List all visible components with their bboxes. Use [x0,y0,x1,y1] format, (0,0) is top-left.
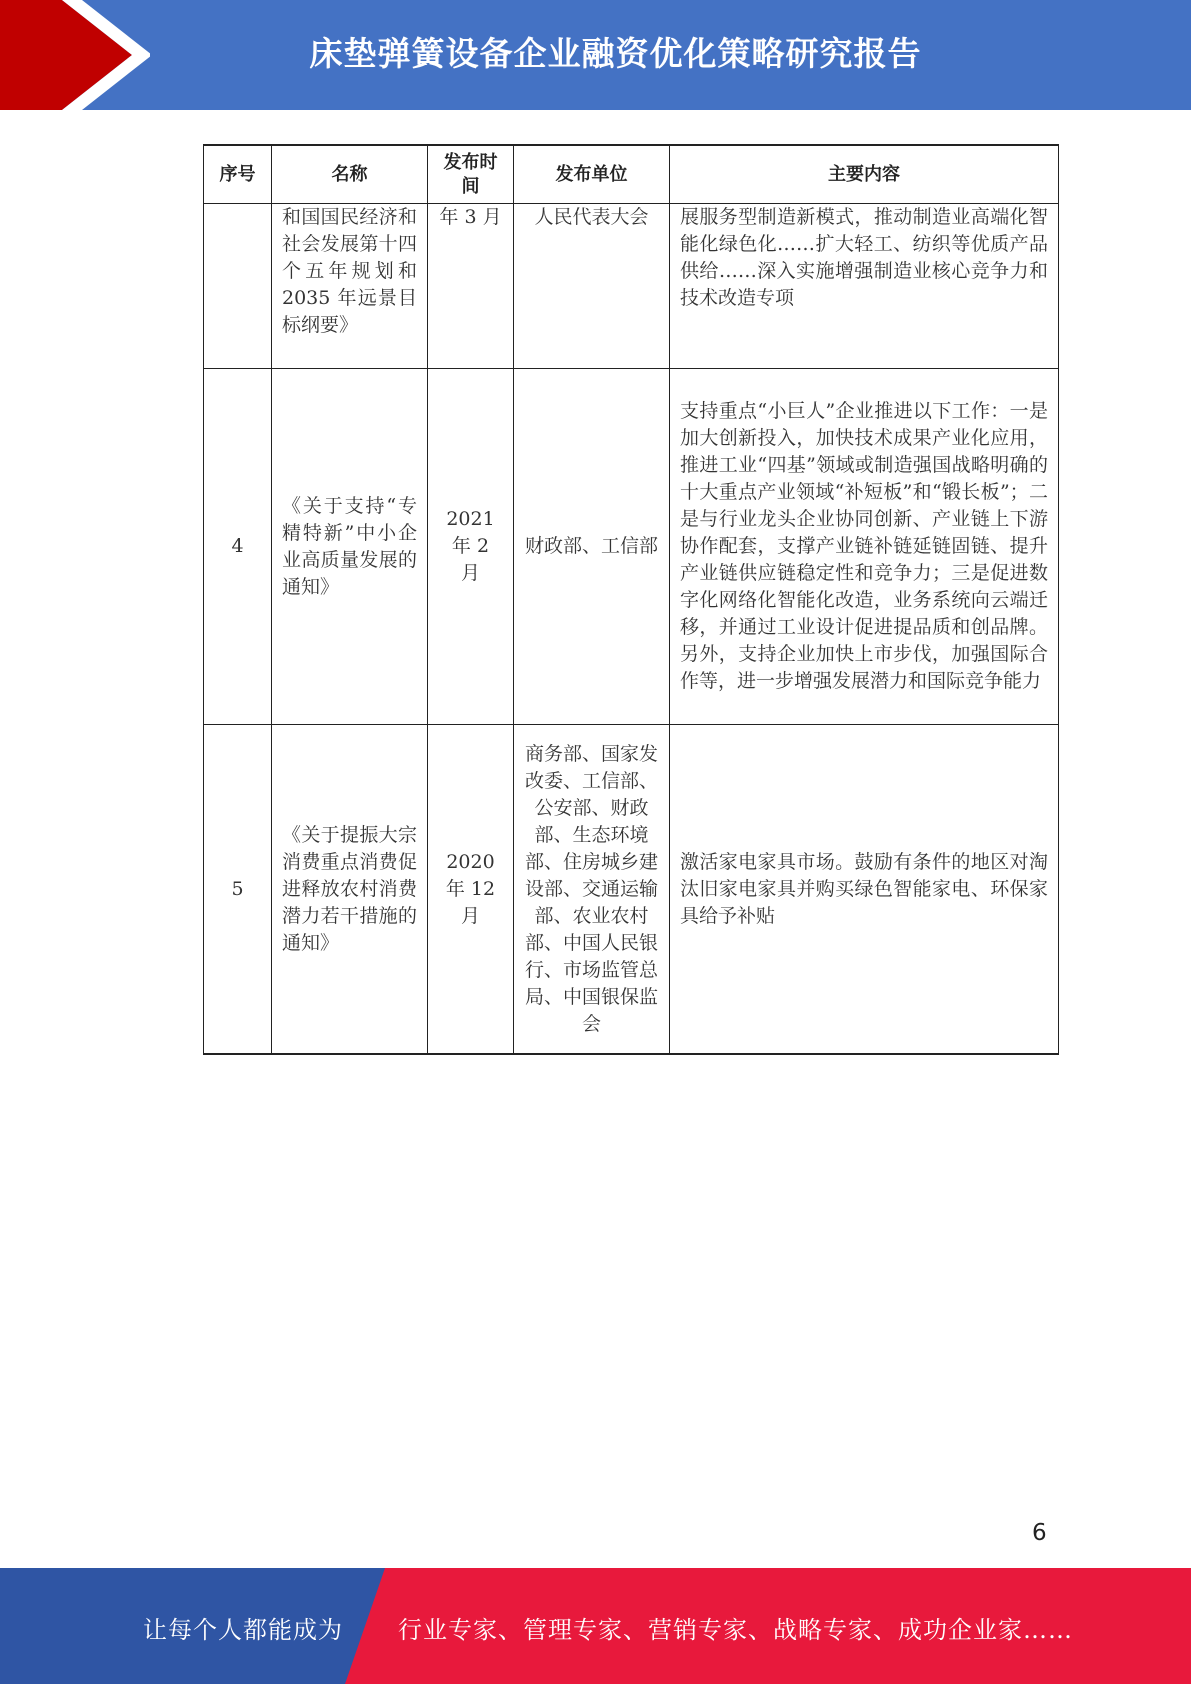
row-content: 支持重点“小巨人”企业推进以下工作：一是加大创新投入，加快技术成果产业化应用，推进工业“四基”领域或制造强国战略明确的十大重点产业领域“补短板”和“锻长板”；二是与行业龙头企业协同创新、产业链上下游协作配套，支撑产业链补链延链固链、提升产业链供应链稳定性和竞争力；三是促进数字化网络化智能化改造，业务系统向云端迁移，并通过工业设计促进提品质和创品牌。另外，支持企业加快上市步伐，加强国际合作等，进一步增强发展潜力和国际竞争能力 [670,369,1059,725]
page-number: 6 [1032,1520,1047,1546]
table-row [204,369,1059,725]
row-time [428,369,514,725]
row-time: 年 3 月 [428,204,514,369]
row-time-text: 2020 年 12 月 [445,850,496,927]
row-time [428,725,514,1055]
row-num: 5 [204,725,272,1055]
header-content: 主要内容 [670,145,1059,204]
table-row [204,725,1059,1055]
header-banner [0,0,1191,110]
table-header-row [204,145,1059,204]
row-num [204,204,272,369]
report-title: 床垫弹簧设备企业融资优化策略研究报告 [309,34,922,73]
table-row [204,204,1059,369]
row-num: 4 [204,369,272,725]
footer-slogan-left: 让每个人都能成为 [143,1616,343,1644]
header-name: 名称 [272,145,428,204]
header-time: 发布时间 [428,145,514,204]
header-unit: 发布单位 [514,145,670,204]
row-time-text: 2021 年 2 月 [446,508,495,584]
row-unit: 财政部、工信部 [514,369,670,725]
header-num: 序号 [204,145,272,204]
row-name: 和国国民经济和社会发展第十四个五年规划和 2035 年远景目标纲要》 [272,204,428,369]
row-content: 激活家电家具市场。鼓励有条件的地区对淘汰旧家电家具并购买绿色智能家电、环保家具给予补贴 [670,725,1059,1055]
row-unit: 商务部、国家发改委、工信部、公安部、财政部、生态环境部、住房城乡建设部、交通运输部、农业农村部、中国人民银行、市场监管总局、中国银保监会 [514,725,670,1055]
row-unit: 人民代表大会 [514,204,670,369]
footer-slogan-right: 行业专家、管理专家、营销专家、战略专家、成功企业家…… [398,1616,1073,1644]
row-content: 展服务型制造新模式，推动制造业高端化智能化绿色化……扩大轻工、纺织等优质产品供给……深入实施增强制造业核心竞争力和技术改造专项 [670,204,1059,369]
row-name: 《关于支持“专精特新”中小企业高质量发展的通知》 [272,369,428,725]
row-name: 《关于提振大宗消费重点消费促进释放农村消费潜力若干措施的通知》 [272,725,428,1055]
policy-table [203,144,1059,1055]
footer-banner [0,1568,1191,1684]
policy-table-container [203,144,1058,1055]
